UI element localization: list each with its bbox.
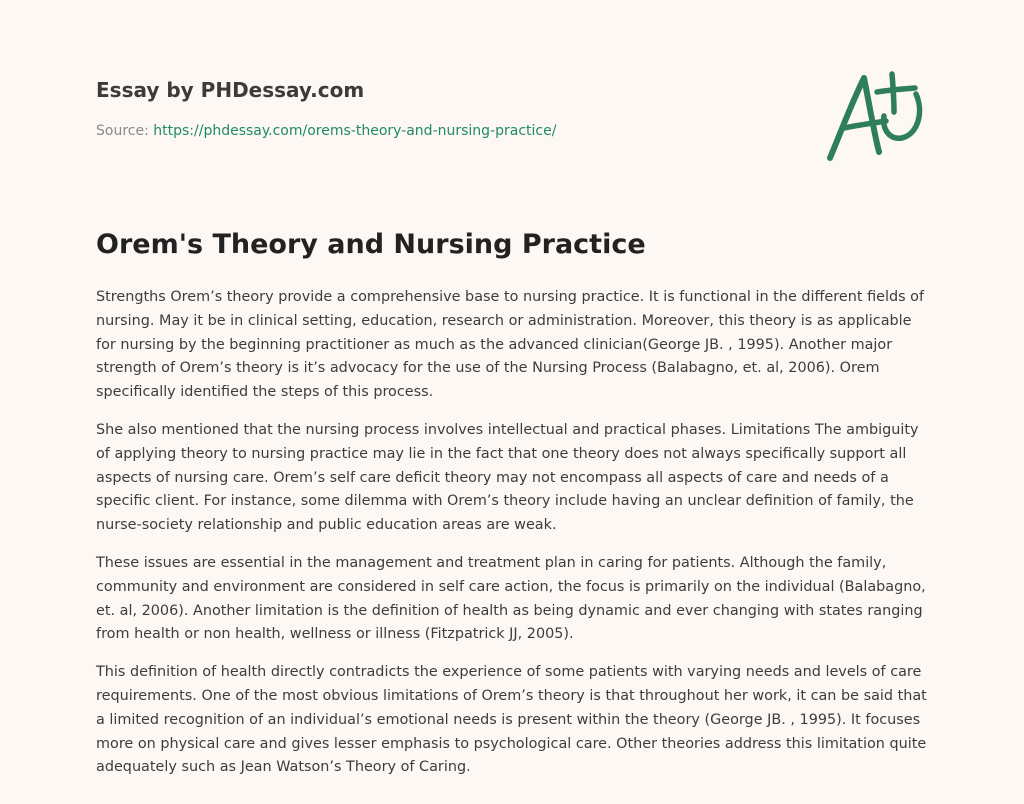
article-paragraph: This definition of health directly contradicts the experience of some patients with varying needs and levels of care requirements. One of the most obvious limitations of Orem’s theory is that throughout her work, it can be said that a limited recognition of an individual’s emotional needs is present within the theory (George JB. , 1995). It focuses more on physical care and gives lesser emphasis to psychological care. Other theories address this limitation quite adequately such as Jean Watson’s Theory of Caring. [96,664,927,776]
article-paragraph: These issues are essential in the management and treatment plan in caring for patients. Although the family, community and environment are considered in self care action, the focus is primarily on the individual (Balabagno, et. al, 2006). Another limitation is the definition of health as being dynamic and ever changing with states ranging from health or non health, wellness or illness (Fitzpatrick JJ, 2005). [96,554,926,643]
article-body [96,286,928,794]
article-paragraph: She also mentioned that the nursing process involves intellectual and practical phases. Limitations The ambiguity of applying theory to nursing practice may lie in the fact that one theory does not always specifically support all aspects of nursing care. Orem’s self care deficit theory may not encompass all aspects of care and needs of a specific client. For instance, some dilemma with Orem’s theory include having an unclear definition of family, the nurse-society relationship and public education areas are weak. [96,421,919,534]
article-paragraph: Strengths Orem’s theory provide a comprehensive base to nursing practice. It is functional in the different fields of nursing. May it be in clinical setting, education, research or administration. Moreover, this theory is as applicable for nursing by the beginning practitioner as much as the advanced clinician(George JB. , 1995). Another major strength of Orem’s theory is it’s advocacy for the use of the Nursing Process (Balabagno, et. al, 2006). Orem specifically identified the steps of this process. [96,289,925,401]
source-line [96,122,736,140]
source-link[interactable]: https://phdessay.com/orems-theory-and-nursing-practice/ [153,123,557,139]
source-label: Source: [96,123,149,139]
a-plus-logo-icon [822,68,926,164]
site-brand: Essay by PHDessay.com [96,78,365,102]
page-header [96,78,736,140]
article-title: Orem's Theory and Nursing Practice [96,229,646,260]
